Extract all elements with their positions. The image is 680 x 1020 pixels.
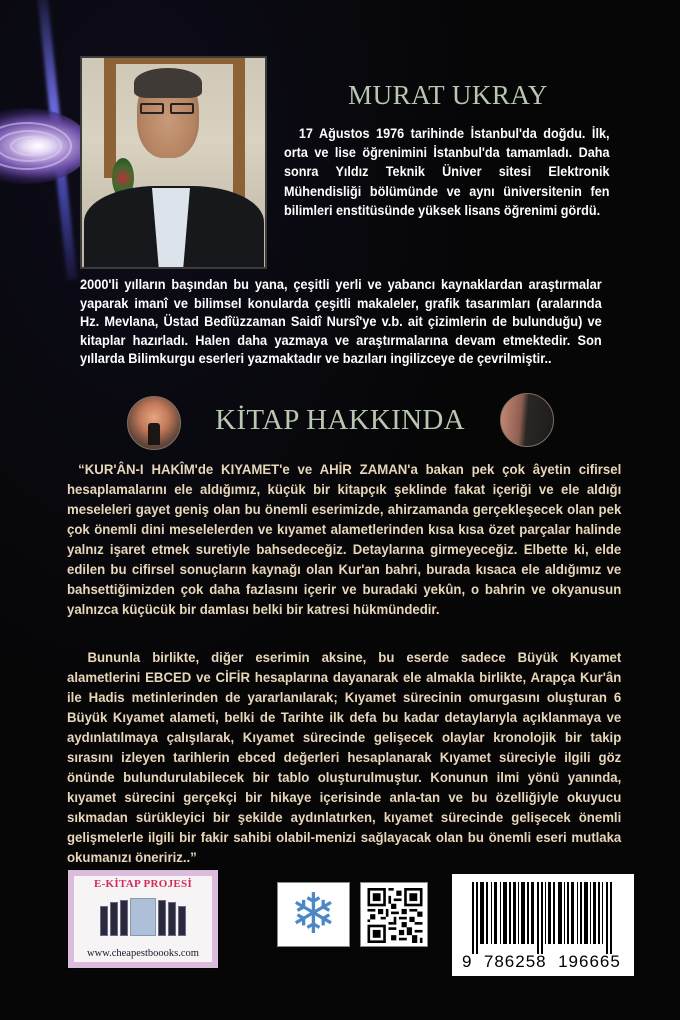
galaxy-icon [0,108,90,184]
glasses-icon [140,103,198,115]
section-title-about-book: KİTAP HAKKINDA [215,404,465,436]
photo-frame-left [104,58,116,178]
qr-code [360,882,428,947]
qr-code-icon [367,888,423,943]
isbn-number: 9 786258 196665 [462,952,621,971]
publisher-logo [277,882,350,947]
author-photo [80,56,267,269]
barcode-icon [470,882,620,954]
silhouette-figure [148,423,160,445]
author-hair [134,68,202,98]
ebook-project-promo [67,869,219,969]
book-description-paragraph-1: “KUR'ÂN-I HAKÎM'de KIYAMET'e ve AHİR ZAMAN'a bakan pek çok âyetin cifirsel hesaplamalarını ele aldığımız, küçük bir kitapçık şeklinde fakat içeriği ve ele aldığı meseleleri gayet geniş olan bu önemli eserimizde, ahirzamanda gerçekleşecek olan pek çok önemli dini meselelerden ve kıyamet alametlerinden kısa kısa özet parçalar halinde yalnız işaret etmek suretiyle bahsedeceğiz. Detaylarına girmeyeceğiz. Elbette ki, elde edilen bu cifirsel sonuçların kaynağı olan Kur'an bahri, burada kısaca ele aldığımız ve bahsettiğimizden çok daha fazlasını içerir ve buradaki yekûn, o bahrin ve okyanusun yalnızca küçücük bir damlası belki bir katresi hükmündedir. [67,462,622,618]
author-name-heading: MURAT UKRAY [348,80,548,110]
isbn-barcode [452,874,634,976]
promo-title: E-KİTAP PROJESİ [93,878,193,890]
promo-url-link: www.cheapestboooks.com [87,948,199,959]
medallion-image-left [127,396,181,450]
promo-panel [74,876,212,962]
snowflake-icon: ❄ [290,881,337,947]
book-stack-icon [84,896,202,936]
photo-frame-right [233,58,245,198]
author-career-paragraph: 2000'li yılların başından bu yana, çeşitli yerli ve yabancı kaynaklardan araştırmalar yaparak imanî ve bilimsel konularda çeşitli makaleler, grafik tasarımları (aralarında Hz. Mevlana, Üstad Bedîüzzaman Saidî Nursî'ye v.b. ait çizimlerin de bulunduğu) ve kitaplar hazırladı. Halen daha yazmaya ve araştırmalarına devam etmektedir. Son yıllarda Bilimkurgu eserleri yazmaktadır ve bazıları ingilizceye de çevrilmiştir.. [80,277,602,366]
galaxy-ring [10,136,54,156]
medallion-image-right [500,393,554,447]
open-page-icon [130,898,156,936]
photo-frame-top [104,58,244,64]
book-description-paragraph-2: Bununla birlikte, diğer eserimin aksine, bu eserde sadece Büyük Kıyamet alametlerini EBCED ve CİFİR hesaplarına dayanarak ele almakla birlikte, Arapça Kur'ân ile Hadis metinlerinden de yararlanılarak; Kıyamet sürecinin omurgasını oluşturan 6 Büyük Kıyamet alameti, belki de Tarihte ilk defa bu kadar detaylarıyla açıklanmaya ve aydınlatılmaya çalışılarak, Kıyamet sürecinde gelişecek olaylar kronolojik bir takip sırasını izleyen tarihlerin ebced değerleri hesaplanarak Kıyamet süreciyle ilgili göz önünde bulundurulabilecek bir tablo oluşturulmuştur. Konunun ilmi yönü yanında, kıyamet sürecini gerçekçi bir hikaye içerisinde anla-tan ve bu özelliğiyle okuyucu sıkmadan sürükleyici bir şekilde aydınlatırken, kıyamet sürecinde gelişecek önemli gelişmelerle ilgili bir fakir sahibi olabil-menizi sağlayacak olan bu önemli eseri mutlaka okumanızı öneririz..” [67,650,622,866]
author-bio-paragraph: 17 Ağustos 1976 tarihinde İstanbul'da doğdu. İlk, orta ve lise öğrenimini İstanbul'da tamamladı. Daha sonra Yıldız Teknik Üniver sitesi Elektronik Mühendisliği bölümünde ve aynı üniversitenin fen bilimleri enstitüsünde yüksek lisans öğrenimi gördü. [284,126,610,218]
